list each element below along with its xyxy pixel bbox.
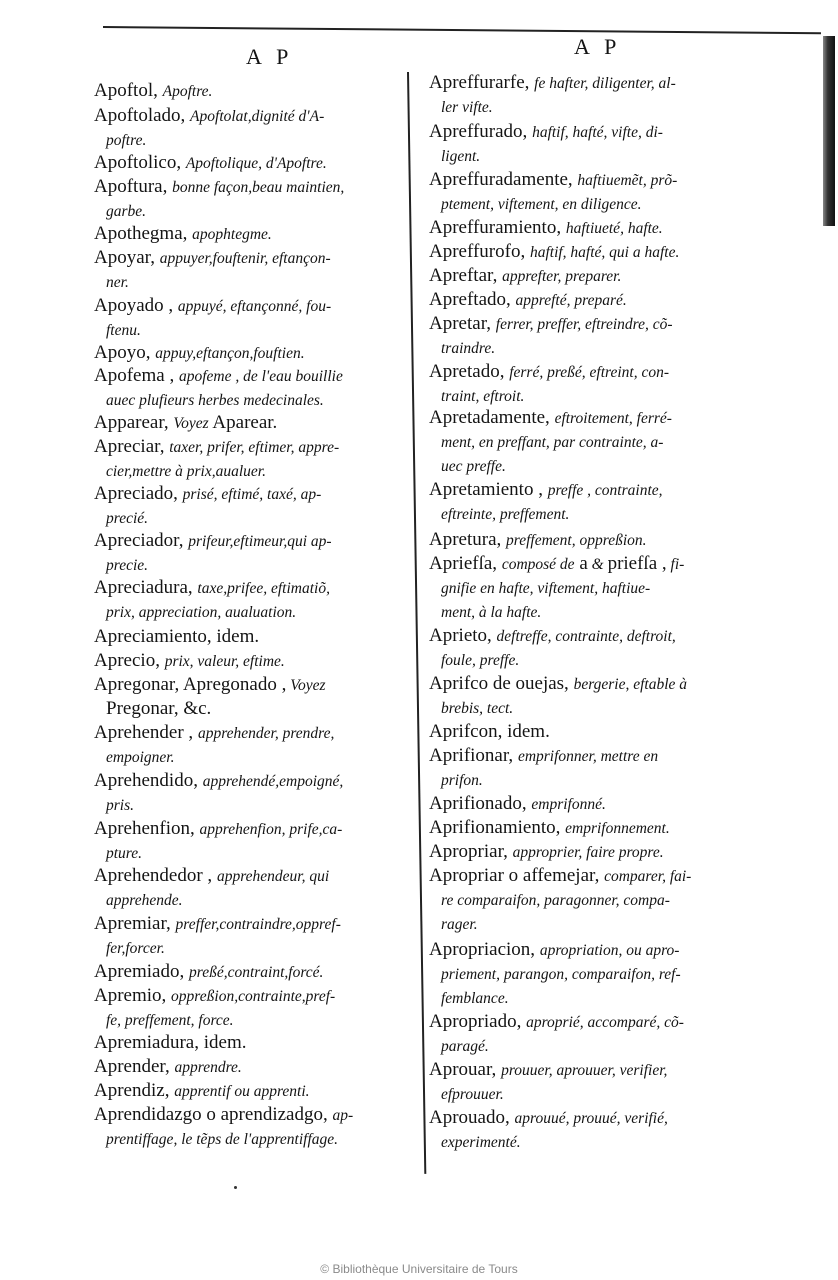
- headword: Apreffuramiento,: [429, 217, 566, 238]
- french-gloss: eftreinte, preffement.: [441, 506, 570, 523]
- dictionary-entry: [94, 960, 399, 984]
- dictionary-entry: [94, 151, 399, 175]
- entry-line: [94, 936, 399, 960]
- dictionary-entry: [429, 552, 739, 624]
- dictionary-entry: [94, 673, 399, 720]
- french-gloss: auec plufieurs herbes medecinales.: [106, 392, 324, 409]
- entry-line: [429, 502, 739, 526]
- spanish-text: Apregonado ,: [182, 674, 287, 695]
- french-gloss: experimenté.: [441, 1134, 521, 1151]
- french-gloss: apprehenfion, prife,ca-: [199, 821, 343, 838]
- entry-line: [94, 318, 399, 342]
- dictionary-entry: [94, 1079, 399, 1103]
- headword: Aprecio,: [94, 650, 165, 671]
- headword: Apremio,: [94, 985, 172, 1006]
- entry-line: [429, 264, 739, 288]
- headword: Apregonar,: [94, 674, 183, 695]
- entry-line: [94, 294, 399, 318]
- french-gloss: prisé, eftimé, taxé, ap-: [182, 486, 322, 503]
- headword: Apropriacion,: [429, 939, 540, 960]
- headword: Aprieto,: [429, 625, 497, 646]
- french-gloss: prouuer, aprouuer, verifier,: [501, 1062, 668, 1079]
- french-gloss: femblance.: [441, 990, 509, 1007]
- french-gloss: ftenu.: [106, 322, 141, 339]
- french-gloss: ment, en preffant, par contrainte, a-: [441, 434, 664, 451]
- entry-line: [94, 984, 399, 1008]
- spanish-text: idem.: [216, 626, 260, 647]
- dictionary-entry: [429, 672, 739, 720]
- entry-line: [94, 199, 399, 223]
- dictionary-entry: [429, 264, 739, 288]
- french-gloss: fe hafter, diligenter, al-: [534, 75, 676, 92]
- headword: Apretar,: [429, 313, 496, 334]
- entry-line: [94, 364, 399, 388]
- french-gloss: prifon.: [441, 772, 483, 789]
- french-gloss: oppreßion,contrainte,pref-: [171, 988, 336, 1005]
- french-gloss: apprentif ou apprenti.: [174, 1083, 310, 1100]
- entry-line: [94, 482, 399, 506]
- french-gloss: poftre.: [106, 132, 147, 149]
- headword: Apreciador,: [94, 530, 189, 551]
- entry-line: [429, 216, 739, 240]
- dictionary-entry: [429, 1010, 739, 1058]
- french-gloss: apprefté, preparé.: [515, 292, 627, 309]
- dictionary-entry: [94, 864, 399, 912]
- dictionary-entry: [94, 817, 399, 865]
- french-gloss: composé de: [501, 556, 575, 573]
- french-gloss: apprehender, prendre,: [197, 725, 335, 742]
- dictionary-entry: [429, 288, 739, 312]
- headword: Aprendiz,: [94, 1080, 175, 1101]
- french-gloss: Voyez: [286, 677, 326, 694]
- entry-line: [429, 528, 739, 552]
- entry-line: [94, 270, 399, 294]
- dictionary-entry: [94, 1103, 399, 1151]
- headword: Apoyo,: [94, 342, 156, 363]
- entry-line: [429, 600, 739, 624]
- french-gloss: prifeur,eftimeur,qui ap-: [188, 533, 332, 550]
- headword: Apriefſa,: [429, 553, 502, 574]
- headword: Apoftura,: [94, 176, 173, 197]
- headword: Aprouado,: [429, 1107, 515, 1128]
- french-gloss: fe, preffement, force.: [106, 1012, 234, 1029]
- french-gloss: Apoftolique, d'Apoftre.: [185, 155, 327, 172]
- dictionary-entry: [94, 104, 399, 152]
- entry-line: [94, 600, 399, 624]
- headword: Aprifionado,: [429, 793, 532, 814]
- headword: Aprifco de ouejas,: [429, 673, 574, 694]
- french-gloss: priement, parangon, comparaifon, ref-: [441, 966, 681, 983]
- french-gloss: Apoftre.: [162, 83, 213, 100]
- french-gloss: apprehende.: [106, 892, 183, 909]
- headword: Apoftolado,: [94, 105, 191, 126]
- french-gloss: ferrer, preffer, eftreindre, cõ-: [495, 316, 673, 333]
- dictionary-entry: [94, 435, 399, 483]
- headword: Apropriado,: [429, 1011, 527, 1032]
- entry-line: [94, 388, 399, 412]
- entry-line: [429, 430, 739, 454]
- french-gloss: Voyez: [173, 415, 209, 432]
- entry-line: [429, 192, 739, 216]
- entry-line: [429, 95, 739, 119]
- entry-line: [94, 175, 399, 199]
- entry-line: [94, 745, 399, 769]
- headword: Apreffuradamente,: [429, 169, 578, 190]
- french-gloss: uec preffe.: [441, 458, 506, 475]
- french-gloss: appuyer,fouftenir, eftançon-: [159, 250, 331, 267]
- headword: Apreciar,: [94, 436, 170, 457]
- french-gloss: efprouuer.: [441, 1086, 504, 1103]
- entry-line: [429, 792, 739, 816]
- headword: Apretura,: [429, 529, 507, 550]
- entry-line: [94, 841, 399, 865]
- entry-line: [429, 816, 739, 840]
- headword: Apremiadura,: [94, 1032, 204, 1053]
- dictionary-entry: [94, 222, 399, 246]
- dictionary-entry: [94, 649, 399, 673]
- entry-line: [94, 104, 399, 128]
- headword: Apreciamiento,: [94, 626, 217, 647]
- french-gloss: fer,forcer.: [106, 940, 165, 957]
- dictionary-entry: [429, 216, 739, 240]
- entry-line: [94, 1127, 399, 1151]
- french-gloss: haftif, hafté, vifte, di-: [532, 124, 663, 141]
- entry-line: [94, 864, 399, 888]
- entry-line: [429, 1034, 739, 1058]
- french-gloss: haftiuemẽt, prõ-: [577, 172, 678, 189]
- entry-line: [429, 840, 739, 864]
- french-gloss: apprehendeur, qui: [216, 868, 330, 885]
- spanish-text: a: [574, 553, 588, 574]
- dictionary-entry: [429, 71, 739, 119]
- entry-line: [94, 673, 399, 697]
- french-gloss: preßé,contraint,forcé.: [188, 964, 324, 981]
- dictionary-entry: [429, 360, 739, 408]
- entry-line: [429, 864, 739, 888]
- headword: Apoftol,: [94, 80, 163, 101]
- headword: Apremiar,: [94, 913, 176, 934]
- headword: Aprifionar,: [429, 745, 518, 766]
- dictionary-entry: [94, 341, 399, 365]
- entry-line: [429, 168, 739, 192]
- dictionary-entry: [94, 411, 399, 435]
- french-gloss: rager.: [441, 916, 478, 933]
- dictionary-entry: [94, 769, 399, 817]
- entry-line: [429, 986, 739, 1010]
- dictionary-entry: [429, 406, 739, 478]
- headword: Aprifionamiento,: [429, 817, 566, 838]
- french-gloss: preffe , contrainte,: [547, 482, 663, 499]
- french-gloss: fi-: [666, 556, 685, 573]
- headword: Aprehendido,: [94, 770, 203, 791]
- entry-line: [94, 79, 399, 103]
- french-gloss: ferré, preßé, eftreint, con-: [509, 364, 670, 381]
- french-gloss: brebis, tect.: [441, 700, 514, 717]
- entry-line: [429, 478, 739, 502]
- dictionary-entry: [429, 120, 739, 168]
- headword: Aprendidazgo o aprendizadgo,: [94, 1104, 333, 1125]
- dictionary-entry: [94, 625, 399, 648]
- french-gloss: apofeme , de l'eau bouillie: [178, 368, 343, 385]
- entry-line: [94, 1055, 399, 1079]
- entry-line: [429, 720, 739, 743]
- dictionary-entry: [94, 1031, 399, 1054]
- headword: Apreffurado,: [429, 121, 533, 142]
- french-gloss: ligent.: [441, 148, 481, 165]
- entry-line: [94, 960, 399, 984]
- headword: Aprehendedor ,: [94, 865, 217, 886]
- french-gloss: appuyé, eftançonné, fou-: [177, 298, 332, 315]
- dictionary-entry: [94, 721, 399, 769]
- headword: Apparear,: [94, 412, 174, 433]
- french-gloss: comparer, fai-: [604, 868, 692, 885]
- dictionary-entry: [94, 529, 399, 577]
- dictionary-entry: [429, 528, 739, 552]
- french-gloss: ment, à la hafte.: [441, 604, 542, 621]
- headword: Apoyado ,: [94, 295, 178, 316]
- dictionary-entry: [429, 624, 739, 672]
- entry-line: [94, 769, 399, 793]
- entry-line: [429, 768, 739, 792]
- french-gloss: prix, valeur, eftime.: [164, 653, 285, 670]
- french-gloss: Apoftolat,dignité d'A-: [190, 108, 325, 125]
- headword: Apreftado,: [429, 289, 516, 310]
- entry-line: [429, 120, 739, 144]
- french-gloss: traint, eftroit.: [441, 388, 525, 405]
- french-gloss: bonne façon,beau maintien,: [172, 179, 345, 196]
- french-gloss: approprier, faire propre.: [512, 844, 664, 861]
- entry-line: [429, 912, 739, 936]
- french-gloss: haftiueté, hafte.: [565, 220, 663, 237]
- entry-line: [94, 721, 399, 745]
- entry-line: [94, 506, 399, 530]
- entry-line: [94, 1079, 399, 1103]
- entry-line: [429, 1106, 739, 1130]
- french-gloss: prix, appreciation, aualuation.: [106, 604, 297, 621]
- entry-line: [94, 697, 399, 720]
- french-gloss: precié.: [106, 510, 149, 527]
- french-gloss: apprefter, preparer.: [502, 268, 622, 285]
- french-gloss: haftif, hafté, qui a hafte.: [529, 244, 680, 261]
- headword: Apreffurofo,: [429, 241, 530, 262]
- french-gloss: emprifonnement.: [565, 820, 670, 837]
- french-gloss: apprendre.: [174, 1059, 242, 1076]
- french-gloss: bergerie, eftable à: [573, 676, 688, 693]
- dictionary-entry: [429, 1106, 739, 1154]
- entry-line: [429, 696, 739, 720]
- dictionary-entry: [429, 816, 739, 840]
- entry-line: [429, 744, 739, 768]
- entry-line: [94, 459, 399, 483]
- dictionary-entry: [429, 840, 739, 864]
- entry-line: [94, 817, 399, 841]
- french-gloss: eftroitement, ferré-: [554, 410, 672, 427]
- french-gloss: taxer, prifer, eftimer, appre-: [169, 439, 340, 456]
- headword: Apretadamente,: [429, 407, 555, 428]
- dictionary-entry: [94, 175, 399, 223]
- entry-line: [429, 312, 739, 336]
- dictionary-entry: [94, 576, 399, 624]
- entry-line: [429, 1058, 739, 1082]
- dictionary-entry: [94, 294, 399, 342]
- entry-line: [429, 938, 739, 962]
- spanish-text: Pregonar, &c.: [106, 698, 212, 719]
- headword: Aprifcon,: [429, 721, 508, 742]
- entry-line: [94, 435, 399, 459]
- french-gloss: empoigner.: [106, 749, 175, 766]
- dictionary-entry: [94, 1055, 399, 1079]
- entry-line: [429, 552, 739, 576]
- dictionary-entry: [429, 478, 739, 526]
- dictionary-entry: [94, 482, 399, 530]
- french-gloss: prentiffage, le tẽps de l'apprentiffage.: [106, 1131, 339, 1148]
- french-gloss: pris.: [106, 797, 134, 814]
- entry-line: [429, 624, 739, 648]
- dictionary-entry: [94, 364, 399, 412]
- headword: Aprender,: [94, 1056, 175, 1077]
- french-gloss: deftreffe, contrainte, deftroit,: [496, 628, 676, 645]
- headword: Aprouar,: [429, 1059, 502, 1080]
- french-gloss: ptement, viftement, en diligence.: [441, 196, 642, 213]
- entry-line: [94, 341, 399, 365]
- headword: Apoyar,: [94, 247, 160, 268]
- headword: Apreciado,: [94, 483, 183, 504]
- dictionary-entry: [94, 79, 399, 103]
- french-gloss: apropriation, ou apro-: [539, 942, 680, 959]
- french-gloss: preffer,contraindre,oppref-: [175, 916, 341, 933]
- dictionary-entry: [429, 744, 739, 792]
- french-gloss: traindre.: [441, 340, 496, 357]
- entry-line: [429, 1082, 739, 1106]
- spanish-text: idem.: [507, 721, 550, 742]
- headword: Apretamiento ,: [429, 479, 548, 500]
- entry-line: [94, 888, 399, 912]
- entry-line: [94, 576, 399, 600]
- dictionary-entry: [94, 246, 399, 294]
- dictionary-entry: [429, 864, 739, 936]
- top-rule: [103, 26, 821, 34]
- french-gloss: apprehendé,empoigné,: [202, 773, 344, 790]
- headword: Apothegma,: [94, 223, 193, 244]
- entry-line: [429, 1010, 739, 1034]
- french-gloss: gnifie en hafte, viftement, haftiue-: [441, 580, 651, 597]
- french-gloss: appuy,eftançon,fouftien.: [155, 345, 305, 362]
- french-gloss: re comparaifon, paragonner, compa-: [441, 892, 670, 909]
- french-gloss: ler vifte.: [441, 99, 493, 116]
- headword: Apreffurarfe,: [429, 72, 535, 93]
- entry-line: [94, 151, 399, 175]
- page-edge-shadow: [823, 36, 835, 226]
- entry-line: [429, 576, 739, 600]
- headword: Apropriar o affemejar,: [429, 865, 605, 886]
- headword: Apretado,: [429, 361, 510, 382]
- entry-line: [429, 144, 739, 168]
- headword: Apoftolico,: [94, 152, 186, 173]
- entry-line: [429, 672, 739, 696]
- dictionary-entry: [429, 168, 739, 216]
- french-gloss: taxe,prifee, eftimatiõ,: [197, 580, 330, 597]
- running-head-right: A P: [574, 34, 622, 59]
- entry-line: [429, 888, 739, 912]
- library-credit: © Bibliothèque Universitaire de Tours: [320, 1262, 518, 1276]
- entry-line: [94, 222, 399, 246]
- dictionary-entry: [429, 312, 739, 360]
- french-gloss: aprouué, prouué, verifié,: [514, 1110, 668, 1127]
- french-gloss: foule, preffe.: [441, 652, 520, 669]
- headword: Apremiado,: [94, 961, 189, 982]
- french-gloss: garbe.: [106, 203, 147, 220]
- french-gloss: preffement, oppreßion.: [506, 532, 647, 549]
- entry-line: [429, 360, 739, 384]
- entry-line: [94, 411, 399, 435]
- french-gloss: cier,mettre à prix,aualuer.: [106, 463, 266, 480]
- dictionary-entry: [429, 240, 739, 264]
- entry-line: [94, 246, 399, 270]
- french-gloss: paragé.: [441, 1038, 489, 1055]
- entry-line: [94, 1103, 399, 1127]
- column-divider: [407, 72, 426, 1174]
- headword: Apreciadura,: [94, 577, 198, 598]
- dictionary-entry: [429, 938, 739, 1010]
- headword: Apropriar,: [429, 841, 513, 862]
- entry-line: [429, 1130, 739, 1154]
- entry-line: [94, 553, 399, 577]
- french-gloss: apophtegme.: [192, 226, 272, 243]
- french-gloss: &: [587, 556, 608, 573]
- ink-speck: [234, 1186, 237, 1189]
- entry-line: [429, 288, 739, 312]
- entry-line: [429, 384, 739, 408]
- entry-line: [94, 649, 399, 673]
- french-gloss: precie.: [106, 557, 149, 574]
- dictionary-entry: [429, 720, 739, 743]
- spanish-text: priefſa ,: [607, 553, 667, 574]
- entry-line: [94, 912, 399, 936]
- entry-line: [429, 71, 739, 95]
- dictionary-entry: [429, 792, 739, 816]
- spanish-text: idem.: [203, 1032, 247, 1053]
- headword: Apofema ,: [94, 365, 179, 386]
- entry-line: [94, 793, 399, 817]
- french-gloss: ner.: [106, 274, 129, 291]
- entry-line: [94, 529, 399, 553]
- entry-line: [94, 128, 399, 152]
- entry-line: [429, 240, 739, 264]
- entry-line: [429, 336, 739, 360]
- entry-line: [429, 454, 739, 478]
- entry-line: [94, 625, 399, 648]
- french-gloss: ap-: [332, 1107, 354, 1124]
- headword: Apreftar,: [429, 265, 503, 286]
- headword: Aprehenfion,: [94, 818, 200, 839]
- headword: Aprehender ,: [94, 722, 198, 743]
- french-gloss: aproprié, accomparé, cõ-: [526, 1014, 684, 1031]
- french-gloss: emprifonné.: [531, 796, 606, 813]
- entry-line: [429, 648, 739, 672]
- entry-line: [94, 1031, 399, 1054]
- french-gloss: pture.: [106, 845, 143, 862]
- entry-line: [429, 962, 739, 986]
- spanish-text: Aparear.: [208, 412, 278, 433]
- entry-line: [429, 406, 739, 430]
- entry-line: [94, 1008, 399, 1032]
- dictionary-entry: [429, 1058, 739, 1106]
- running-head-left: A P: [246, 44, 294, 69]
- dictionary-entry: [94, 912, 399, 960]
- french-gloss: emprifonner, mettre en: [517, 748, 659, 765]
- dictionary-entry: [94, 984, 399, 1032]
